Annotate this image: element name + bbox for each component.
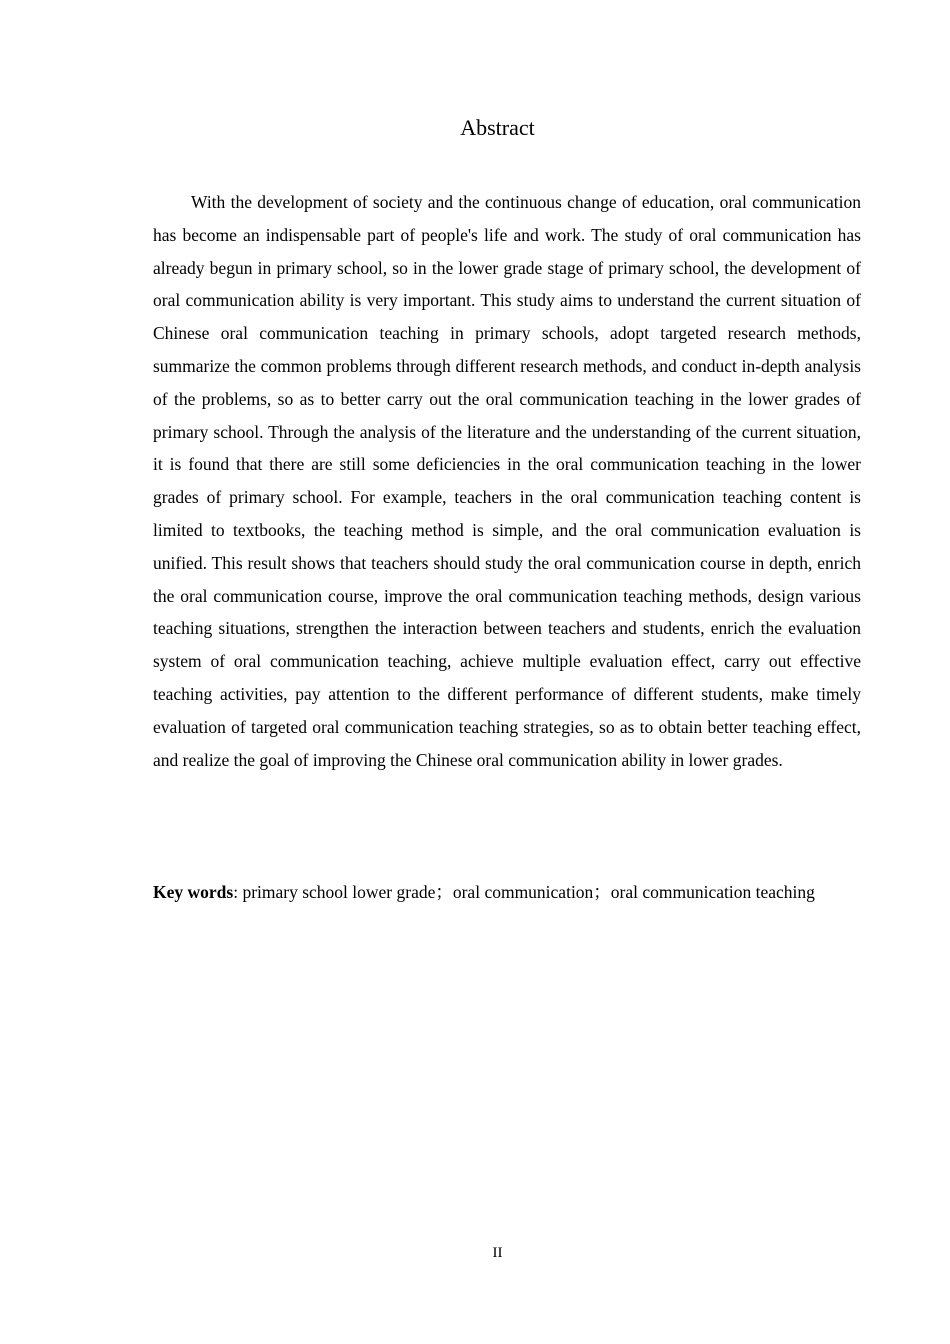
keywords-label: Key words (153, 882, 234, 902)
keywords-line (153, 876, 861, 908)
page-number: II (492, 1245, 503, 1261)
abstract-title: Abstract (460, 115, 535, 140)
abstract-body: With the development of society and the continuous change of education, oral communication has become an indispensable part of people's life and work. The study of oral communication has already begun in primary school, so in the lower grade stage of primary school, the development of oral communication ability is very important. This study aims to understand the current situation of Chinese oral communication teaching in primary schools, adopt targeted research methods, summarize the common problems through different research methods, and conduct in-depth analysis of the problems, so as to better carry out the oral communication teaching in the lower grades of primary school. Through the analysis of the literature and the understanding of the current situation, it is found that there are still some deficiencies in the oral communication teaching in the lower grades of primary school. For example, teachers in the oral communication teaching content is limited to textbooks, the teaching method is simple, and the oral communication evaluation is unified. This result shows that teachers should study the oral communication course in depth, enrich the oral communication course, improve the oral communication teaching methods, design various teaching situations, strengthen the interaction between teachers and students, enrich the evaluation system of oral communication teaching, achieve multiple evaluation effect, carry out effective teaching activities, pay attention to the different performance of different students, make timely evaluation of targeted oral communication teaching strategies, so as to obtain better teaching effect, and realize the goal of improving the Chinese oral communication ability in lower grades. (153, 192, 861, 770)
keywords-text: : primary school lower grade；oral communication；oral communication teaching (233, 882, 815, 902)
